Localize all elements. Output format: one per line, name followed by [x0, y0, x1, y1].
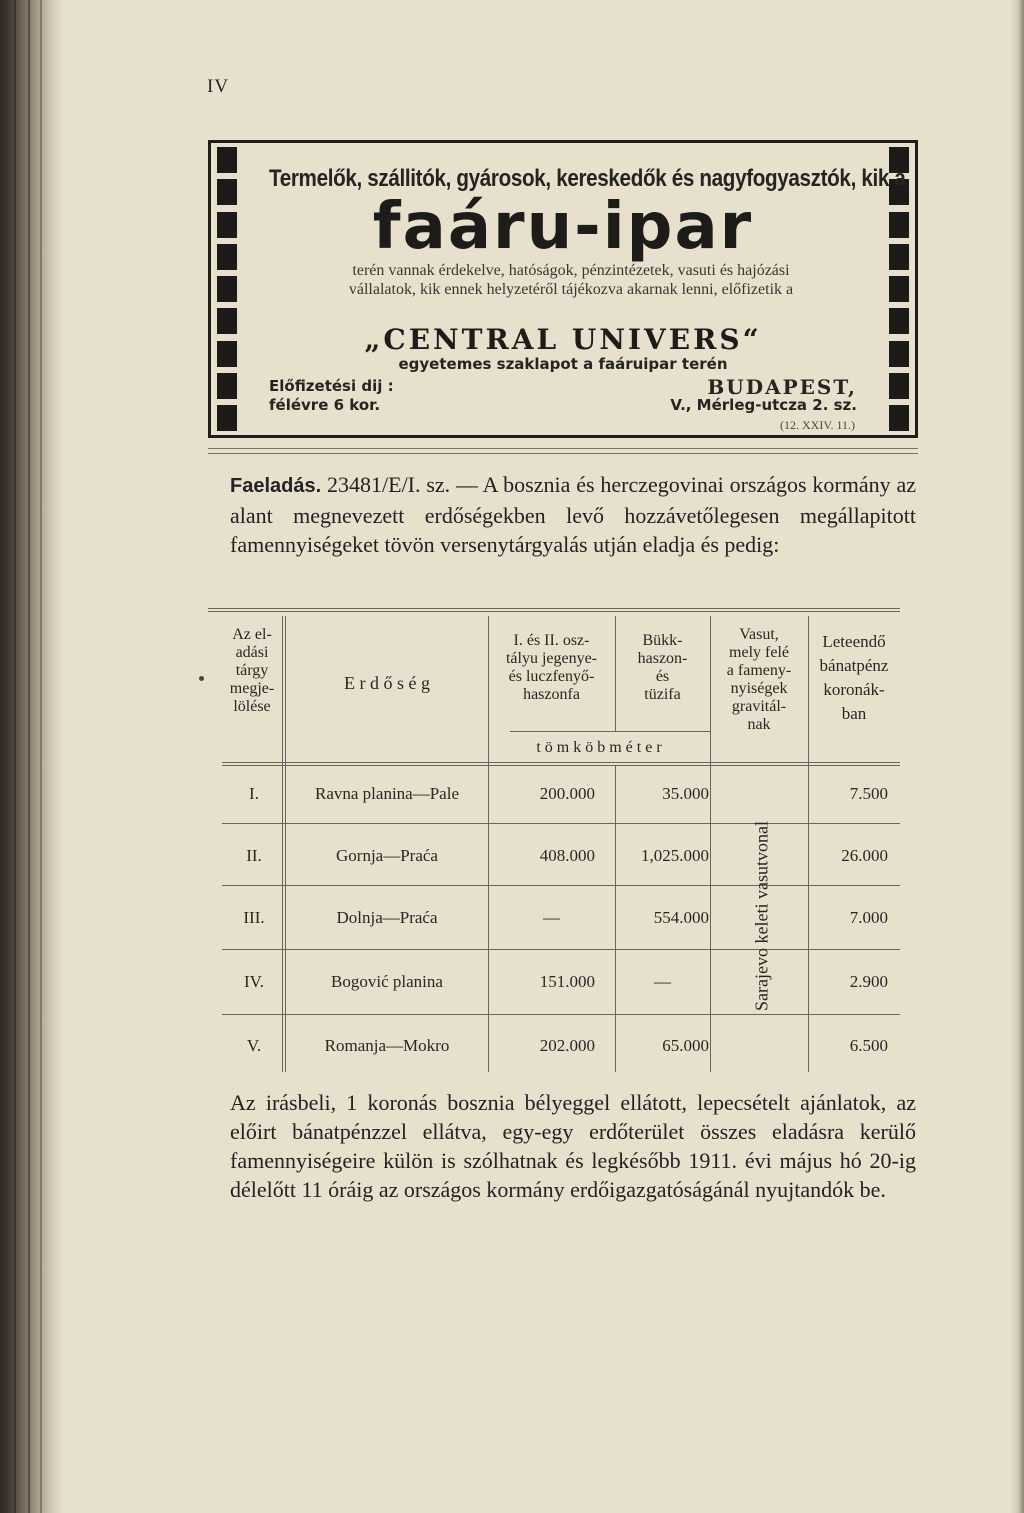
ad-title-faaru-ipar: faáru-ipar	[372, 190, 754, 264]
header-railway: Vasut, mely felé a fameny- nyiségek gravitál- nak	[726, 626, 792, 733]
page-right-edge	[1010, 0, 1024, 1513]
page-number: IV	[207, 76, 230, 97]
ad-left-border-blocks	[217, 147, 237, 431]
separator-rule	[208, 448, 918, 449]
ad-subscription-price: félévre 6 kor.	[269, 396, 381, 414]
header-beech: Bükk- haszon- és tüzifa	[637, 632, 688, 703]
ad-reference: (12. XXIV. 11.)	[780, 418, 855, 432]
header-forest: E r d ő s é g	[344, 673, 430, 693]
railway-value: Sarajevo keleti vasutvonal	[751, 821, 772, 1011]
intro-text: 23481/E/I. sz. — A bosznia és herczegovinai országos kormány az alant megnevezett erdőségekben levő hozzávetőlegesen megállapitott famennyiségeket tövön versenytárgyalás utján eladja és pedig:	[230, 472, 916, 557]
book-spine-shadow	[0, 0, 62, 1513]
header-unit: t ö m k ö b m é t e r	[536, 739, 662, 756]
advertisement-box	[208, 140, 918, 438]
ad-city: BUDAPEST,	[707, 375, 857, 399]
ad-address: V., Mérleg-utcza 2. sz.	[670, 396, 857, 414]
ad-journal-subtitle: egyetemes szaklapot a faáruipar terén	[398, 355, 728, 373]
header-item: Az el- adási tárgy megje- lölése	[229, 626, 275, 715]
ad-headline: Termelők, szállitók, gyárosok, kereskedők és nagyfogyasztók, kik a	[269, 165, 906, 192]
ad-subscription-label: Előfizetési dij :	[269, 377, 394, 395]
margin-mark	[199, 676, 204, 681]
timber-sale-table: Az el- adási tárgy megje- lölése E r d ő s é g I. és II. osz- tályu jegenye- és luczfenyő- haszonfa Bükk- haszon- és tüzifa t ö m k ö b m é t e r Vasut, mely felé a fameny- nyiségek gravitál- nak Leteendő bánatpénz koronák- ban Sarajevo keleti vasutvonal I. Ravna planina—Pale 200.000 35.000 7.500 II. Gornja—Praća 408.000 1,025.000 26.000 III. Dolnja—Praća — 554.000 7.000 IV. Bogović planina 151.000 — 2.900 V. Romanja—Mokro 202.000 65.000 6.500	[222, 616, 900, 1072]
ad-journal-name: „CENTRAL UNIVERS“	[364, 323, 762, 356]
header-conifer: I. és II. osz- tályu jegenye- és luczfenyő- haszonfa	[505, 632, 598, 703]
ad-body-text: terén vannak érdekelve, hatóságok, pénzintézetek, vasuti és hajózási vállalatok, kik ennek helyzetéről tájékozva akarnak lenni, előfizetik a	[348, 262, 794, 298]
closing-paragraph	[230, 1088, 916, 1204]
closing-text: Az irásbeli, 1 koronás bosznia bélyeggel ellátott, lepecsételt ajánlatok, az előirt bánatpénzzel ellátva, egy-egy erdőterület összes eladásra kerülő famennyiségeire külön is szólhatnak és legkésőbb 1911. évi május hó 20-ig délelőtt 11 óráig az országos kormány erdőigazgatóságánál nyujtandók be.	[230, 1090, 916, 1202]
header-deposit: Leteendő bánatpénz koronák- ban	[819, 632, 889, 723]
intro-lead: Faeladás.	[230, 475, 322, 497]
separator-rule	[208, 453, 918, 454]
intro-paragraph	[230, 470, 916, 559]
